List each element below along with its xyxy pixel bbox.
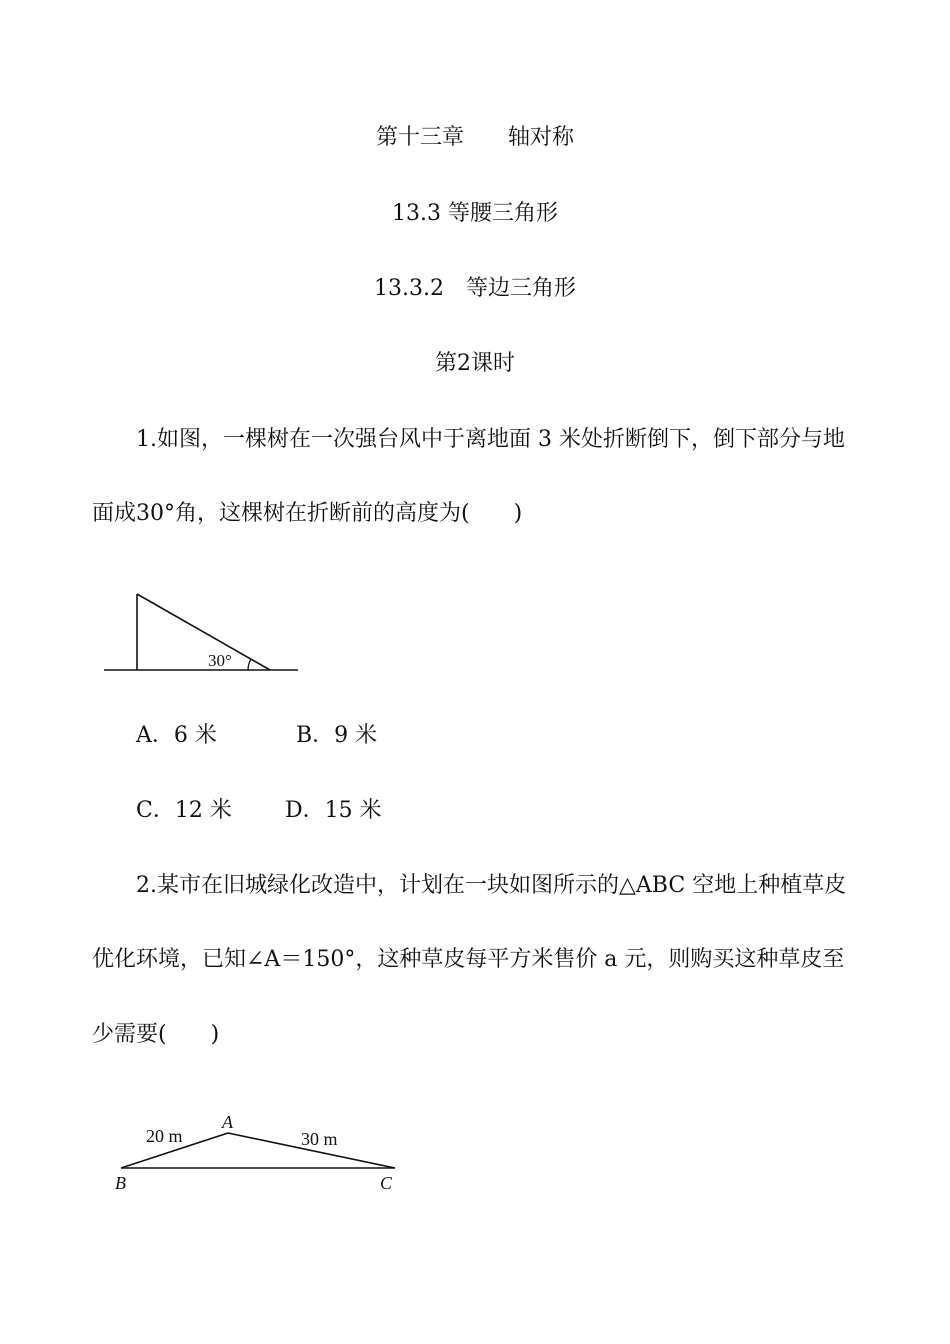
angle-arc [248, 659, 251, 670]
q1-option-a: A．6 米 [136, 723, 217, 748]
q1-option-d: D．15 米 [285, 798, 382, 823]
triangle-abc-figure [108, 1108, 408, 1196]
chapter-heading: 第十三章 轴对称 [375, 125, 574, 150]
q2-text-line2: 优化环境，已知∠A＝150°，这种草皮每平方米售价 a 元，则购买这种草皮至 [92, 947, 845, 972]
side-ab-label: 20 m [146, 1126, 183, 1146]
vertex-label-a: A [222, 1112, 233, 1132]
fallen-part [137, 594, 270, 670]
section-heading: 13.3 等腰三角形 [392, 201, 558, 226]
angle-label: 30° [208, 651, 232, 670]
q1-option-b: B．9 米 [296, 723, 378, 748]
lesson-heading: 第2课时 [435, 351, 515, 376]
q2-text-line1: 2.某市在旧城绿化改造中，计划在一块如图所示的△ABC 空地上种植草皮 [136, 873, 847, 898]
side-ac-label: 30 m [301, 1129, 338, 1149]
tree-triangle-figure [100, 588, 305, 678]
subsection-heading: 13.3.2 等边三角形 [374, 276, 576, 301]
q2-text-line3: 少需要( ) [92, 1022, 220, 1047]
q1-text-line2: 面成30°角，这棵树在折断前的高度为( ) [92, 501, 523, 526]
q1-option-c: C．12 米 [136, 798, 232, 823]
vertex-label-b: B [115, 1173, 126, 1193]
vertex-label-c: C [380, 1173, 393, 1193]
q1-text-line1: 1.如图，一棵树在一次强台风中于离地面 3 米处折断倒下，倒下部分与地 [136, 427, 845, 452]
